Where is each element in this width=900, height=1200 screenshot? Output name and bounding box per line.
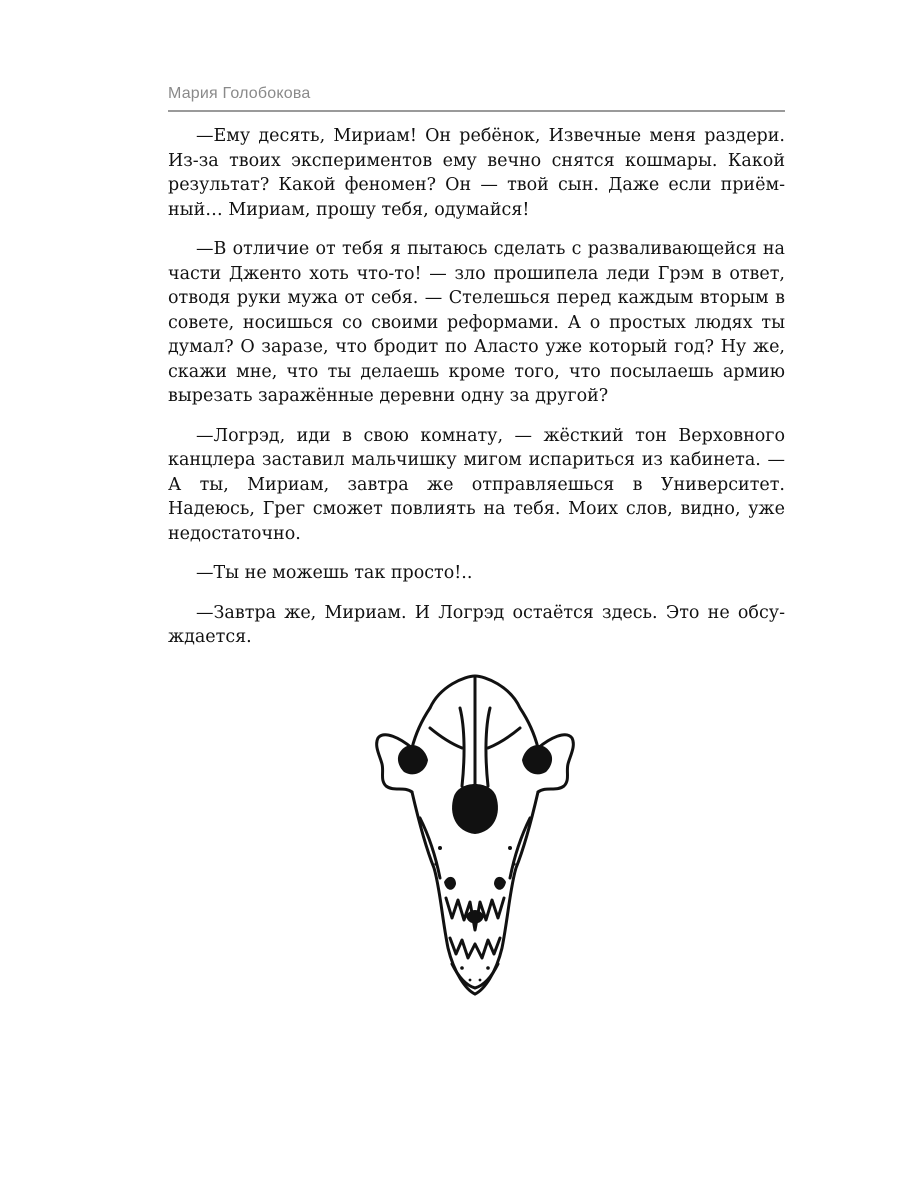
paragraph-2: —В отличие от тебя я пытаюсь сделать с разваливающейся на части Дженто хоть что-то! — зло прошипела леди Грэм в ответ, отводя руки мужа от себя. — Стелешься перед каждым вторым в совете, носишься со своими реформами. А о простых людях ты думал? О заразе, что бродит по Аласто уже который год? Ну же, скажи мне, что ты делаешь кроме того, что посылаешь армию вырезать заражённые деревни одну за другой? [168,239,785,406]
text-body [168,124,785,665]
skull-illustration [370,668,580,1000]
author-name: Мария Голобокова [168,85,311,102]
skull-icon [370,668,580,1000]
running-header [168,84,785,112]
paragraph-4: —Ты не можешь так просто!.. [196,563,473,583]
paragraph-3: —Логрэд, иди в свою комнату, — жёсткий тон Верховного канцлера заставил мальчишку мигом испариться из кабинета. — А ты, Мириам, завтра же отправляешься в Университет. Надеюсь, Грег сможет повлиять на тебя. Моих слов, видно, уже недостаточно. [168,425,785,544]
paragraph-5: —Завтра же, Мириам. И Логрэд остаётся здесь. Это не обсуждается. [168,602,785,647]
paragraph-1: —Ему десять, Мириам! Он ребёнок, Извечные меня раздери. Из-за твоих экспериментов ему вечно снятся кошмары. Какой результат? Какой феномен? Он — твой сын. Даже если приёмный… Мириам, прошу тебя, одумайся! [168,126,785,220]
